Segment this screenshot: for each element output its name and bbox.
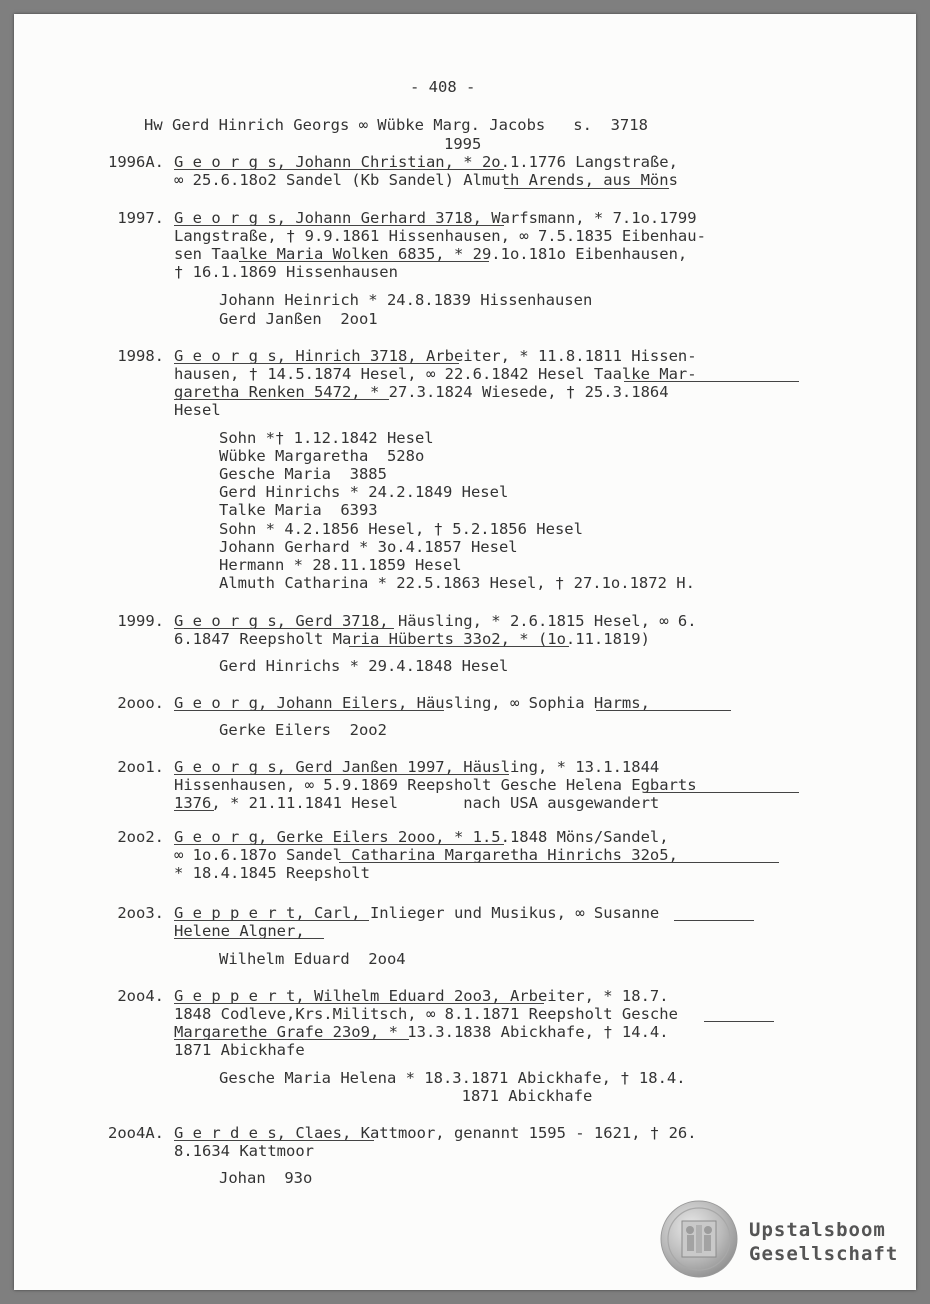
entry-line: Helene Algner, [174, 922, 305, 940]
entry-line: Hissenhausen, ∞ 5.9.1869 Reepsholt Gesche Helena Egbarts [174, 776, 697, 794]
entry-line: G e p p e r t, Wilhelm Eduard 2oo3, Arbeiter, * 18.7. [174, 987, 669, 1005]
entry-line: G e o r g s, Gerd 3718, Häusling, * 2.6.1815 Hesel, ∞ 6. [174, 612, 697, 630]
entry-line: G e o r g s, Johann Christian, * 2o.1.1776 Langstraße, [174, 153, 678, 171]
entry-number: 2ooo. [117, 694, 164, 712]
underline [174, 920, 369, 921]
child-line: Hermann * 28.11.1859 Hesel [219, 556, 462, 574]
underline [174, 628, 394, 629]
child-line: Almuth Catharina * 22.5.1863 Hesel, † 27.1o.1872 H. [219, 574, 695, 592]
header-line: Hw Gerd Hinrich Georgs ∞ Wübke Marg. Jacobs s. 3718 [144, 116, 648, 134]
underline [174, 1039, 409, 1040]
underline [174, 363, 459, 364]
entry-line: 6.1847 Reepsholt Maria Hüberts 33o2, * (1o.11.1819) [174, 630, 650, 648]
entry-number: 1996A. [108, 153, 164, 171]
entry-line: 1848 Codleve,Krs.Militsch, ∞ 8.1.1871 Reepsholt Gesche [174, 1005, 678, 1023]
entry-line: G e r d e s, Claes, Kattmoor, genannt 1595 - 1621, † 26. [174, 1124, 697, 1142]
underline [704, 1021, 774, 1022]
entry-number: 2oo1. [117, 758, 164, 776]
entry-line: 1871 Abickhafe [174, 1041, 305, 1059]
entry-line: G e o r g s, Johann Gerhard 3718, Warfsmann, * 7.1o.1799 [174, 209, 697, 227]
child-line: Johan 93o [219, 1169, 313, 1187]
child-line: Sohn *† 1.12.1842 Hesel [219, 429, 434, 447]
underline [174, 1003, 544, 1004]
entry-number: 1999. [117, 612, 164, 630]
underline [174, 844, 504, 845]
underline [624, 381, 799, 382]
entry-line: 8.1634 Kattmoor [174, 1142, 314, 1160]
underline [349, 646, 569, 647]
underline [174, 810, 214, 811]
child-line: 1871 Abickhafe [219, 1087, 593, 1105]
underline [644, 792, 799, 793]
underline [504, 188, 669, 189]
underline [239, 261, 489, 262]
child-line: Gesche Maria Helena * 18.3.1871 Abickhafe, † 18.4. [219, 1069, 686, 1087]
entry-number: 2oo4A. [108, 1124, 164, 1142]
entry-line: Hesel [174, 401, 221, 419]
child-line: Talke Maria 6393 [219, 501, 378, 519]
entry-line: sen Taalke Maria Wolken 6835, * 29.1o.181o Eibenhausen, [174, 245, 688, 263]
child-line: Wilhelm Eduard 2oo4 [219, 950, 406, 968]
child-line: Gesche Maria 3885 [219, 465, 387, 483]
entry-number: 1997. [117, 209, 164, 227]
child-line: Gerd Hinrichs * 24.2.1849 Hesel [219, 483, 509, 501]
entry-line: G e o r g s, Hinrich 3718, Arbeiter, * 11.8.1811 Hissen- [174, 347, 697, 365]
entry-line: Margarethe Grafe 23o9, * 13.3.1838 Abickhafe, † 14.4. [174, 1023, 669, 1041]
underline [174, 225, 504, 226]
entry-line: Langstraße, † 9.9.1861 Hissenhausen, ∞ 7.5.1835 Eibenhau- [174, 227, 706, 245]
entry-line: † 16.1.1869 Hissenhausen [174, 263, 398, 281]
entry-line: G e o r g, Johann Eilers, Häusling, ∞ Sophia Harms, [174, 694, 650, 712]
entry-line: 1376, * 21.11.1841 Hesel nach USA ausgewandert [174, 794, 660, 812]
reference-1995: 1995 [444, 135, 482, 153]
underline [339, 862, 779, 863]
entry-line: ∞ 25.6.18o2 Sandel (Kb Sandel) Almuth Arends, aus Möns [174, 171, 678, 189]
underline [174, 710, 444, 711]
child-line: Wübke Margaretha 528o [219, 447, 425, 465]
entry-line: garetha Renken 5472, * 27.3.1824 Wiesede, † 25.3.1864 [174, 383, 669, 401]
child-line: Gerd Janßen 2oo1 [219, 310, 378, 328]
entry-line: hausen, † 14.5.1874 Hesel, ∞ 22.6.1842 Hesel Taalke Mar- [174, 365, 697, 383]
entry-line: * 18.4.1845 Reepsholt [174, 864, 370, 882]
entry-line: G e p p e r t, Carl, Inlieger und Musikus, ∞ Susanne [174, 904, 660, 922]
child-line: Sohn * 4.2.1856 Hesel, † 5.2.1856 Hesel [219, 520, 583, 538]
logo-wordmark: Upstalsboom [749, 1219, 886, 1241]
child-line: Gerke Eilers 2oo2 [219, 721, 387, 739]
underline [174, 1140, 374, 1141]
child-line: Gerd Hinrichs * 29.4.1848 Hesel [219, 657, 509, 675]
child-line: Johann Gerhard * 3o.4.1857 Hesel [219, 538, 518, 556]
entry-line: ∞ 1o.6.187o Sandel Catharina Margaretha Hinrichs 32o5, [174, 846, 678, 864]
underline [174, 169, 504, 170]
underline [174, 399, 389, 400]
logo-wordmark: Gesellschaft [749, 1243, 899, 1265]
child-line: Johann Heinrich * 24.8.1839 Hissenhausen [219, 291, 593, 309]
entry-line: G e o r g, Gerke Eilers 2ooo, * 1.5.1848 Möns/Sandel, [174, 828, 669, 846]
entry-number: 2oo4. [117, 987, 164, 1005]
underline [596, 710, 731, 711]
seal-icon [659, 1199, 739, 1279]
page-number: - 408 - [410, 78, 476, 96]
entry-line: G e o r g s, Gerd Janßen 1997, Häusling, * 13.1.1844 [174, 758, 660, 776]
underline [174, 774, 509, 775]
entry-number: 2oo3. [117, 904, 164, 922]
underline [174, 938, 324, 939]
entry-number: 1998. [117, 347, 164, 365]
document-page [14, 14, 916, 1290]
entry-number: 2oo2. [117, 828, 164, 846]
underline [674, 920, 754, 921]
